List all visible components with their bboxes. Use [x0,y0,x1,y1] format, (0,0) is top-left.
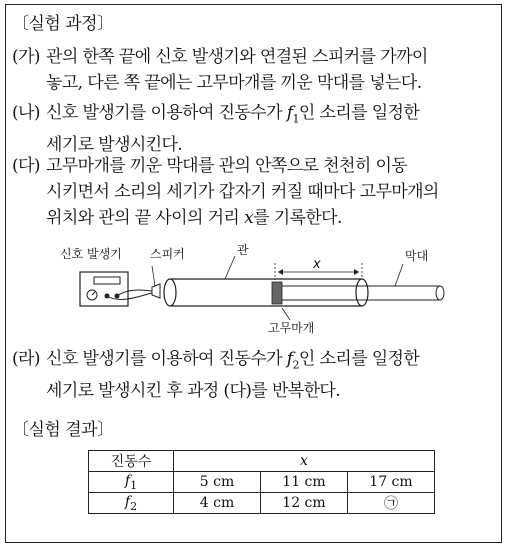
table-cell: 17 cm [348,472,435,493]
step-text: 놓고, 다른 쪽 끝에는 고무마개를 끼운 막대를 넣는다. [46,73,422,93]
step-na [12,100,419,158]
step-text: 시키면서 소리의 세기가 갑자기 커질 때마다 고무마개의 [46,182,439,202]
speaker-shape [152,284,160,298]
tube-label: 관 [237,243,249,257]
tube-open-end [164,279,176,306]
distance-label: x [313,257,321,272]
step-text: 신호 발생기를 이용하여 진동수가 [46,349,287,369]
step-text: 인 소리를 일정한 [298,103,420,123]
table-cell: 4 cm [174,493,261,514]
frequency-subscript: 1 [292,112,299,126]
step-text: 고무마개를 끼운 막대를 관의 안쪽으로 천천히 이동 [46,156,408,176]
table-header-cell: 진동수 [89,451,174,472]
step-text: 신호 발생기를 이용하여 진동수가 [46,103,287,123]
rubber-stopper [272,282,282,304]
frequency-symbol: f [286,349,293,369]
step-label: (가) [12,47,40,67]
step-label: (나) [12,103,40,123]
result-header: 〔실험 결과〕 [12,420,114,440]
table-cell: 5 cm [174,472,261,493]
result-table [88,450,435,514]
step-text: 를 기록한다. [253,208,342,228]
table-row [89,472,435,493]
step-ra [12,346,419,404]
step-text: 위치와 관의 끝 사이의 거리 [46,208,245,228]
stopper-label: 고무마개 [268,321,315,335]
table-row [89,493,435,514]
tube-far-end [356,279,368,306]
table-cell: ㉠ [348,493,435,514]
rod-end [436,286,444,300]
frequency-subscript: 2 [292,358,299,372]
step-label: (다) [12,156,40,176]
frequency-symbol: f [286,103,293,123]
table-header-cell: x [174,451,435,472]
step-ga [12,44,428,96]
speaker-label: 스피커 [150,247,185,261]
procedure-header: 〔실험 과정〕 [12,14,114,34]
table-cell: $f_2$ [89,493,174,514]
step-label: (라) [12,349,40,369]
table-cell: $f_1$ [89,472,174,493]
distance-symbol: x [244,208,254,228]
signal-generator-label: 신호 발생기 [60,247,122,261]
table-cell: 11 cm [261,472,348,493]
step-text: 인 소리를 일정한 [298,349,420,369]
table-cell: 12 cm [261,493,348,514]
signal-generator-display [94,277,120,284]
rod-label: 막대 [405,249,429,263]
step-da [12,153,439,231]
step-text: 관의 한쪽 끝에 신호 발생기와 연결된 스피커를 가까이 [46,47,428,67]
experiment-diagram [0,236,510,342]
step-text: 세기로 발생시킨다. [46,135,183,156]
table-header-row [89,451,435,472]
step-text: 세기로 발생시킨 후 과정 (다)를 반복한다. [46,381,341,402]
